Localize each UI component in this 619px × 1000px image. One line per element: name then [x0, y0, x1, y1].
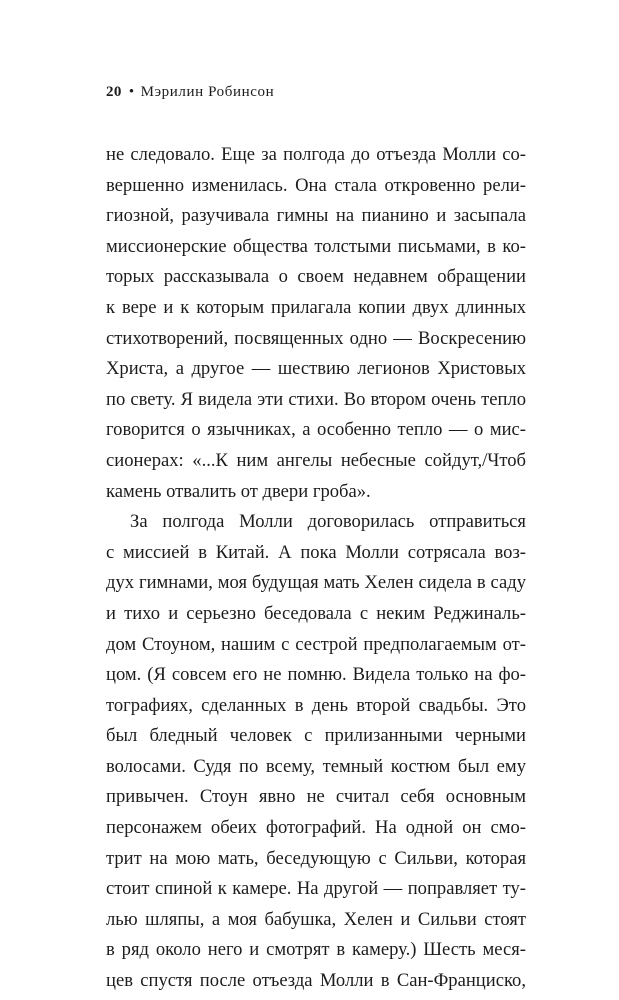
text-line: дух гимнами, моя будущая мать Хелен сидела в саду: [106, 572, 526, 594]
text-line: трит на мою мать, беседующую с Сильви, которая: [106, 847, 526, 869]
text-line: и тихо и серьезно беседовала с неким Реджиналь-: [106, 602, 526, 624]
text-line: привычен. Стоун явно не считал себя основным: [106, 786, 526, 808]
text-line: вершенно изменилась. Она стала откровенно рели-: [106, 174, 526, 196]
text-line: цев спустя после отъезда Молли в Сан-Франциско,: [106, 970, 526, 992]
text-line: персонажем обеих фотографий. На одной он смо-: [106, 817, 526, 839]
text-line: к вере и к которым прилагала копии двух длинных: [106, 296, 526, 318]
text-line: был бледный человек с прилизанными черными: [106, 725, 526, 747]
text-line: дом Стоуном, нашим с сестрой предполагаемым от-: [106, 633, 526, 655]
page-number: 20: [106, 84, 122, 100]
text-line: говорится о язычниках, а особенно тепло — о мис-: [106, 419, 526, 441]
header-separator: •: [128, 84, 135, 100]
text-line: стоит спиной к камере. На другой — поправляет ту-: [106, 878, 526, 900]
text-line: торых рассказывала о своем недавнем обращении: [106, 266, 526, 288]
text-line: сионерах: «...К ним ангелы небесные сойдут,/Чтоб: [106, 449, 526, 471]
text-line: камень отвалить от двери гроба».: [106, 480, 371, 502]
text-line: лью шляпы, а моя бабушка, Хелен и Сильви стоят: [106, 908, 526, 930]
paragraph-1: [106, 140, 526, 507]
text-line: волосами. Судя по всему, темный костюм был ему: [106, 755, 526, 777]
text-line: по свету. Я видела эти стихи. Во втором очень тепло: [106, 388, 526, 410]
body-text: [106, 140, 526, 997]
text-line: стихотворений, посвященных одно — Воскресению: [106, 327, 526, 349]
text-line: в ряд около него и смотрят в камеру.) Шесть меся-: [106, 939, 526, 961]
text-line: гиозной, разучивала гимны на пианино и засыпала: [106, 205, 526, 227]
text-line: миссионерские общества толстыми письмами, в ко-: [106, 235, 526, 257]
author-name: Мэрилин Робинсон: [140, 84, 275, 100]
running-head: [106, 84, 274, 101]
text-line: Христа, а другое — шествию легионов Христовых: [106, 358, 526, 380]
text-line: За полгода Молли договорилась отправиться: [130, 511, 526, 533]
paragraph-2: [106, 507, 526, 997]
text-line: цом. (Я совсем его не помню. Видела только на фо-: [106, 664, 526, 686]
text-line: с миссией в Китай. А пока Молли сотрясала воз-: [106, 541, 526, 563]
text-line: не следовало. Еще за полгода до отъезда Молли со-: [106, 144, 526, 165]
text-line: тографиях, сделанных в день второй свадьбы. Это: [106, 694, 526, 716]
